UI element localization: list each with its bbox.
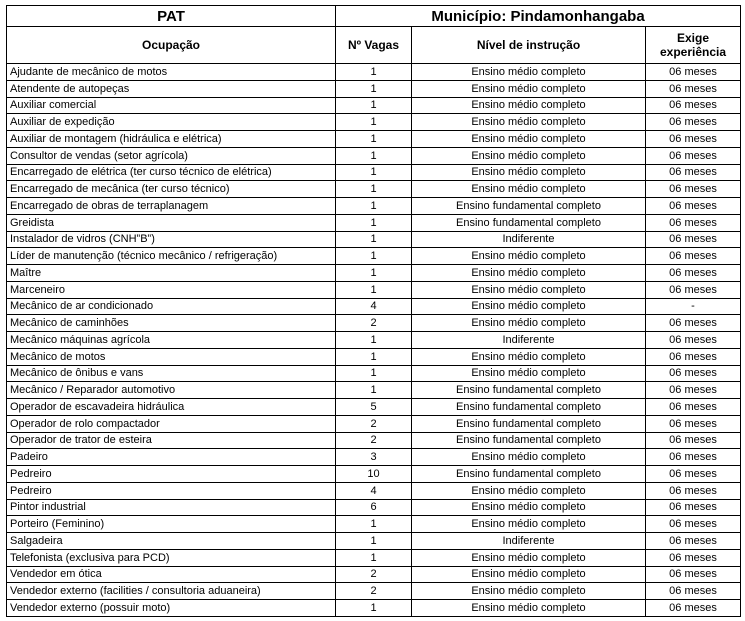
table-row	[7, 482, 741, 499]
table-row	[7, 147, 741, 164]
cell-ocupacao: Auxiliar de expedição	[7, 114, 336, 131]
cell-vagas: 6	[336, 499, 412, 516]
cell-experiencia: 06 meses	[646, 214, 741, 231]
cell-experiencia: 06 meses	[646, 64, 741, 81]
cell-nivel: Ensino médio completo	[412, 482, 646, 499]
cell-nivel: Ensino médio completo	[412, 265, 646, 282]
table-row	[7, 97, 741, 114]
cell-nivel: Ensino médio completo	[412, 64, 646, 81]
cell-ocupacao: Consultor de vendas (setor agrícola)	[7, 147, 336, 164]
table-row	[7, 382, 741, 399]
cell-vagas: 1	[336, 198, 412, 215]
cell-vagas: 1	[336, 365, 412, 382]
cell-nivel: Ensino médio completo	[412, 248, 646, 265]
cell-nivel: Ensino médio completo	[412, 348, 646, 365]
table-row	[7, 499, 741, 516]
table-row	[7, 214, 741, 231]
cell-vagas: 1	[336, 131, 412, 148]
cell-vagas: 1	[336, 516, 412, 533]
table-row	[7, 80, 741, 97]
cell-nivel: Ensino fundamental completo	[412, 399, 646, 416]
cell-vagas: 2	[336, 315, 412, 332]
table-row	[7, 248, 741, 265]
cell-vagas: 2	[336, 432, 412, 449]
cell-ocupacao: Ajudante de mecânico de motos	[7, 64, 336, 81]
cell-experiencia: 06 meses	[646, 466, 741, 483]
table-row	[7, 181, 741, 198]
job-table	[6, 5, 741, 617]
cell-ocupacao: Operador de escavadeira hidráulica	[7, 399, 336, 416]
table-row	[7, 533, 741, 550]
table-row	[7, 315, 741, 332]
cell-vagas: 1	[336, 332, 412, 349]
cell-ocupacao: Auxiliar de montagem (hidráulica e elétrica)	[7, 131, 336, 148]
cell-vagas: 1	[336, 348, 412, 365]
cell-ocupacao: Telefonista (exclusiva para PCD)	[7, 549, 336, 566]
cell-experiencia: 06 meses	[646, 315, 741, 332]
cell-experiencia: 06 meses	[646, 533, 741, 550]
table-row	[7, 131, 741, 148]
cell-nivel: Ensino médio completo	[412, 600, 646, 617]
cell-experiencia: 06 meses	[646, 382, 741, 399]
cell-nivel: Ensino fundamental completo	[412, 415, 646, 432]
cell-vagas: 1	[336, 164, 412, 181]
cell-vagas: 1	[336, 281, 412, 298]
table-row	[7, 114, 741, 131]
cell-experiencia: 06 meses	[646, 499, 741, 516]
cell-experiencia: 06 meses	[646, 80, 741, 97]
cell-ocupacao: Mecânico de ar condicionado	[7, 298, 336, 315]
table-row	[7, 348, 741, 365]
cell-experiencia: 06 meses	[646, 181, 741, 198]
job-listing-document	[6, 5, 741, 617]
cell-vagas: 1	[336, 147, 412, 164]
table-row	[7, 332, 741, 349]
cell-nivel: Ensino médio completo	[412, 449, 646, 466]
cell-experiencia: 06 meses	[646, 131, 741, 148]
cell-nivel: Ensino fundamental completo	[412, 382, 646, 399]
table-row	[7, 566, 741, 583]
table-row	[7, 600, 741, 617]
cell-nivel: Ensino médio completo	[412, 97, 646, 114]
cell-ocupacao: Mecânico de motos	[7, 348, 336, 365]
cell-experiencia: 06 meses	[646, 449, 741, 466]
column-header-experiencia: Exige experiência	[646, 27, 741, 64]
table-row	[7, 64, 741, 81]
cell-vagas: 1	[336, 80, 412, 97]
cell-vagas: 1	[336, 181, 412, 198]
cell-vagas: 1	[336, 114, 412, 131]
cell-ocupacao: Encarregado de elétrica (ter curso técnico de elétrica)	[7, 164, 336, 181]
cell-ocupacao: Mecânico / Reparador automotivo	[7, 382, 336, 399]
cell-nivel: Ensino médio completo	[412, 566, 646, 583]
table-row	[7, 516, 741, 533]
cell-vagas: 1	[336, 533, 412, 550]
cell-ocupacao: Pintor industrial	[7, 499, 336, 516]
cell-ocupacao: Pedreiro	[7, 482, 336, 499]
table-row	[7, 231, 741, 248]
cell-vagas: 1	[336, 231, 412, 248]
cell-experiencia: 06 meses	[646, 415, 741, 432]
cell-vagas: 2	[336, 566, 412, 583]
cell-vagas: 1	[336, 248, 412, 265]
table-row	[7, 265, 741, 282]
cell-experiencia: 06 meses	[646, 549, 741, 566]
cell-experiencia: 06 meses	[646, 97, 741, 114]
cell-ocupacao: Greidista	[7, 214, 336, 231]
cell-ocupacao: Mecânico máquinas agrícola	[7, 332, 336, 349]
cell-ocupacao: Atendente de autopeças	[7, 80, 336, 97]
cell-vagas: 2	[336, 583, 412, 600]
table-row	[7, 281, 741, 298]
cell-vagas: 5	[336, 399, 412, 416]
cell-ocupacao: Auxiliar comercial	[7, 97, 336, 114]
cell-experiencia: 06 meses	[646, 516, 741, 533]
cell-experiencia: 06 meses	[646, 265, 741, 282]
cell-ocupacao: Salgadeira	[7, 533, 336, 550]
cell-ocupacao: Maître	[7, 265, 336, 282]
table-row	[7, 198, 741, 215]
cell-nivel: Ensino médio completo	[412, 365, 646, 382]
cell-vagas: 4	[336, 298, 412, 315]
table-row	[7, 449, 741, 466]
cell-ocupacao: Padeiro	[7, 449, 336, 466]
cell-nivel: Ensino fundamental completo	[412, 214, 646, 231]
cell-ocupacao: Pedreiro	[7, 466, 336, 483]
cell-experiencia: 06 meses	[646, 566, 741, 583]
cell-nivel: Ensino médio completo	[412, 147, 646, 164]
cell-nivel: Ensino médio completo	[412, 583, 646, 600]
cell-vagas: 1	[336, 265, 412, 282]
cell-ocupacao: Encarregado de obras de terraplanagem	[7, 198, 336, 215]
cell-nivel: Ensino médio completo	[412, 281, 646, 298]
table-row	[7, 583, 741, 600]
cell-experiencia: -	[646, 298, 741, 315]
table-row	[7, 415, 741, 432]
cell-vagas: 2	[336, 415, 412, 432]
cell-nivel: Indiferente	[412, 332, 646, 349]
pat-title: PAT	[7, 6, 336, 27]
cell-experiencia: 06 meses	[646, 399, 741, 416]
cell-vagas: 1	[336, 549, 412, 566]
cell-experiencia: 06 meses	[646, 198, 741, 215]
cell-experiencia: 06 meses	[646, 114, 741, 131]
cell-nivel: Ensino médio completo	[412, 298, 646, 315]
table-row	[7, 549, 741, 566]
cell-experiencia: 06 meses	[646, 231, 741, 248]
cell-experiencia: 06 meses	[646, 583, 741, 600]
cell-nivel: Indiferente	[412, 231, 646, 248]
cell-nivel: Ensino médio completo	[412, 499, 646, 516]
column-header-ocupacao: Ocupação	[7, 27, 336, 64]
cell-vagas: 1	[336, 382, 412, 399]
cell-ocupacao: Mecânico de caminhões	[7, 315, 336, 332]
cell-nivel: Ensino médio completo	[412, 516, 646, 533]
table-row	[7, 298, 741, 315]
cell-ocupacao: Mecânico de ônibus e vans	[7, 365, 336, 382]
cell-experiencia: 06 meses	[646, 482, 741, 499]
cell-vagas: 1	[336, 600, 412, 617]
cell-nivel: Ensino médio completo	[412, 131, 646, 148]
cell-ocupacao: Porteiro (Feminino)	[7, 516, 336, 533]
table-row	[7, 432, 741, 449]
column-header-vagas: Nº Vagas	[336, 27, 412, 64]
cell-experiencia: 06 meses	[646, 432, 741, 449]
cell-nivel: Ensino fundamental completo	[412, 198, 646, 215]
cell-experiencia: 06 meses	[646, 365, 741, 382]
cell-experiencia: 06 meses	[646, 164, 741, 181]
cell-experiencia: 06 meses	[646, 600, 741, 617]
cell-vagas: 3	[336, 449, 412, 466]
cell-ocupacao: Vendedor em ótica	[7, 566, 336, 583]
cell-vagas: 10	[336, 466, 412, 483]
table-row	[7, 164, 741, 181]
cell-nivel: Indiferente	[412, 533, 646, 550]
municipality-title: Município: Pindamonhangaba	[336, 6, 741, 27]
cell-vagas: 1	[336, 214, 412, 231]
cell-vagas: 4	[336, 482, 412, 499]
cell-nivel: Ensino médio completo	[412, 549, 646, 566]
cell-ocupacao: Vendedor externo (facilities / consultoria aduaneira)	[7, 583, 336, 600]
table-row	[7, 466, 741, 483]
cell-ocupacao: Vendedor externo (possuir moto)	[7, 600, 336, 617]
column-header-row	[7, 27, 741, 64]
cell-ocupacao: Instalador de vidros (CNH”B”)	[7, 231, 336, 248]
cell-ocupacao: Operador de rolo compactador	[7, 415, 336, 432]
title-row	[7, 6, 741, 27]
cell-experiencia: 06 meses	[646, 281, 741, 298]
cell-experiencia: 06 meses	[646, 332, 741, 349]
cell-nivel: Ensino médio completo	[412, 114, 646, 131]
cell-ocupacao: Encarregado de mecânica (ter curso técnico)	[7, 181, 336, 198]
cell-ocupacao: Marceneiro	[7, 281, 336, 298]
cell-experiencia: 06 meses	[646, 348, 741, 365]
cell-ocupacao: Líder de manutenção (técnico mecânico / refrigeração)	[7, 248, 336, 265]
cell-nivel: Ensino médio completo	[412, 80, 646, 97]
cell-ocupacao: Operador de trator de esteira	[7, 432, 336, 449]
table-body	[7, 64, 741, 617]
cell-experiencia: 06 meses	[646, 147, 741, 164]
cell-nivel: Ensino fundamental completo	[412, 432, 646, 449]
table-row	[7, 365, 741, 382]
table-row	[7, 399, 741, 416]
cell-vagas: 1	[336, 64, 412, 81]
cell-experiencia: 06 meses	[646, 248, 741, 265]
cell-nivel: Ensino médio completo	[412, 164, 646, 181]
cell-nivel: Ensino médio completo	[412, 181, 646, 198]
column-header-nivel: Nível de instrução	[412, 27, 646, 64]
cell-vagas: 1	[336, 97, 412, 114]
cell-nivel: Ensino médio completo	[412, 315, 646, 332]
cell-nivel: Ensino fundamental completo	[412, 466, 646, 483]
